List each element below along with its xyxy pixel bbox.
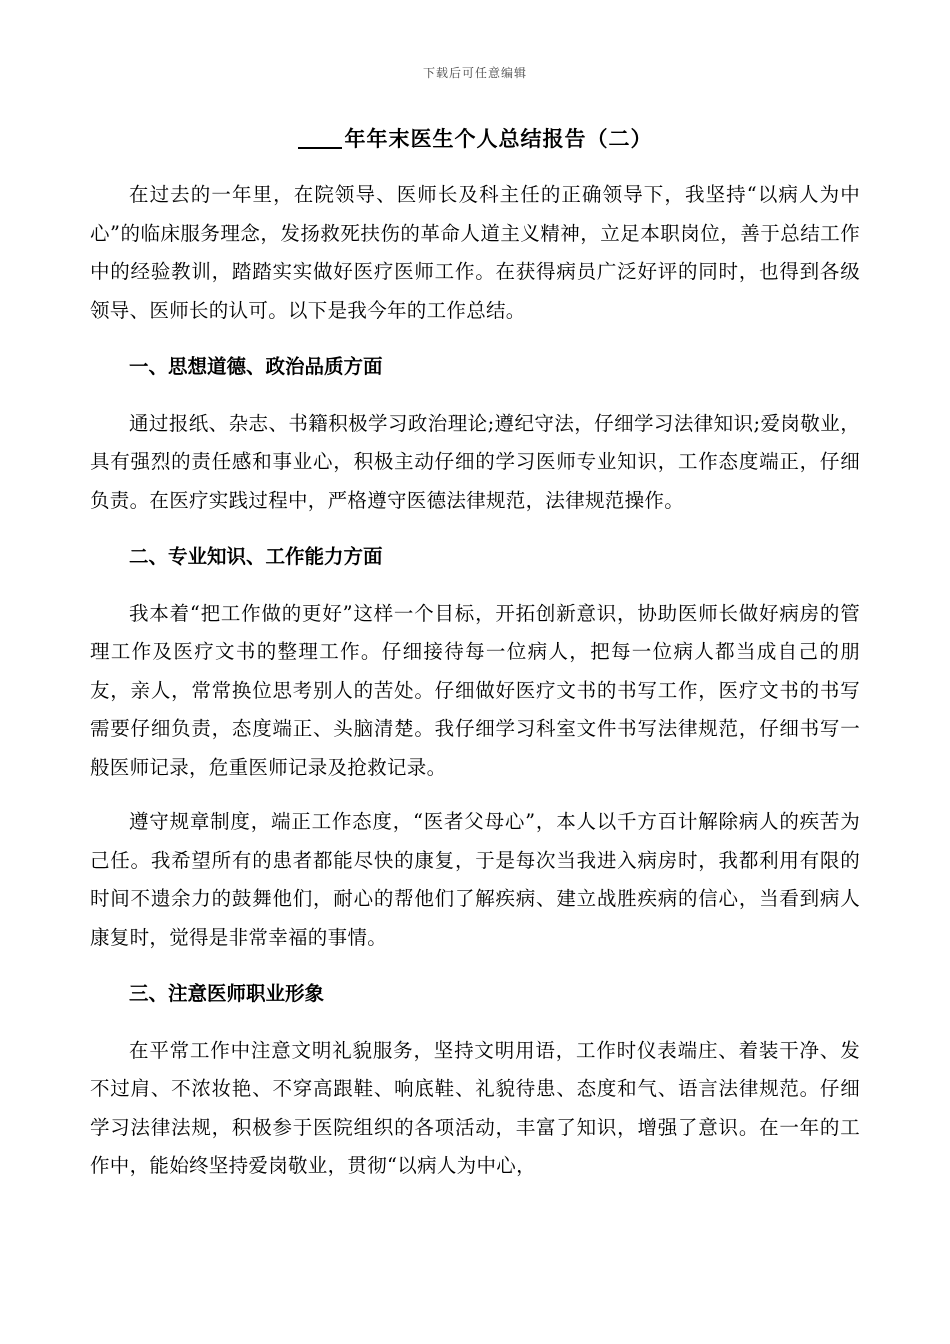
- header-note: 下载后可任意编辑: [422, 66, 527, 80]
- title-blank-underline: [298, 147, 342, 149]
- document-title: [0, 123, 950, 153]
- document-body: [90, 176, 860, 1202]
- section-heading-2: 二、专业知识、工作能力方面: [129, 545, 383, 568]
- section-2-paragraph-1: 我本着“把工作做的更好”这样一个目标，开拓创新意识，协助医师长做好病房的管理工作及医疗文书的整理工作。仔细接待每一位病人，把每一位病人都当成自己的朋友，亲人，常常换位思考别人的苦处。仔细做好医疗文书的书写工作，医疗文书的书写需要仔细负责，态度端正、头脑清楚。我仔细学习科室文件书写法律规范，仔细书写一般医师记录，危重医师记录及抢救记录。: [90, 601, 860, 779]
- section-1-paragraph: 通过报纸、杂志、书籍积极学习政治理论;遵纪守法，仔细学习法律知识;爱岗敬业，具有强烈的责任感和事业心，积极主动仔细的学习医师专业知识，工作态度端正，仔细负责。在医疗实践过程中，严格遵守医德法律规范，法律规范操作。: [90, 411, 860, 512]
- section-2-paragraph-2: 遵守规章制度，端正工作态度，“医者父母心”，本人以千方百计解除病人的疾苦为己任。我希望所有的患者都能尽快的康复，于是每次当我进入病房时，我都利用有限的时间不遗余力的鼓舞他们，耐心的帮他们了解疾病、建立战胜疾病的信心，当看到病人康复时，觉得是非常幸福的事情。: [90, 810, 860, 949]
- intro-paragraph: 在过去的一年里，在院领导、医师长及科主任的正确领导下，我坚持“以病人为中心”的临床服务理念，发扬救死扶伤的革命人道主义精神，立足本职岗位，善于总结工作中的经验教训，踏踏实实做好医疗医师工作。在获得病员广泛好评的同时，也得到各级领导、医师长的认可。以下是我今年的工作总结。: [90, 183, 860, 322]
- section-3-paragraph: 在平常工作中注意文明礼貌服务，坚持文明用语，工作时仪表端庄、着装干净、发不过肩、不浓妆艳、不穿高跟鞋、响底鞋、礼貌待患、态度和气、语言法律规范。仔细学习法律法规，积极参于医院组织的各项活动，丰富了知识，增强了意识。在一年的工作中，能始终坚持爱岗敬业，贯彻“以病人为中心，: [90, 1038, 860, 1177]
- section-heading-3: 三、注意医师职业形象: [129, 982, 325, 1005]
- section-heading-1: 一、思想道德、政治品质方面: [129, 355, 383, 378]
- title-text: 年年末医生个人总结报告（二）: [344, 127, 653, 151]
